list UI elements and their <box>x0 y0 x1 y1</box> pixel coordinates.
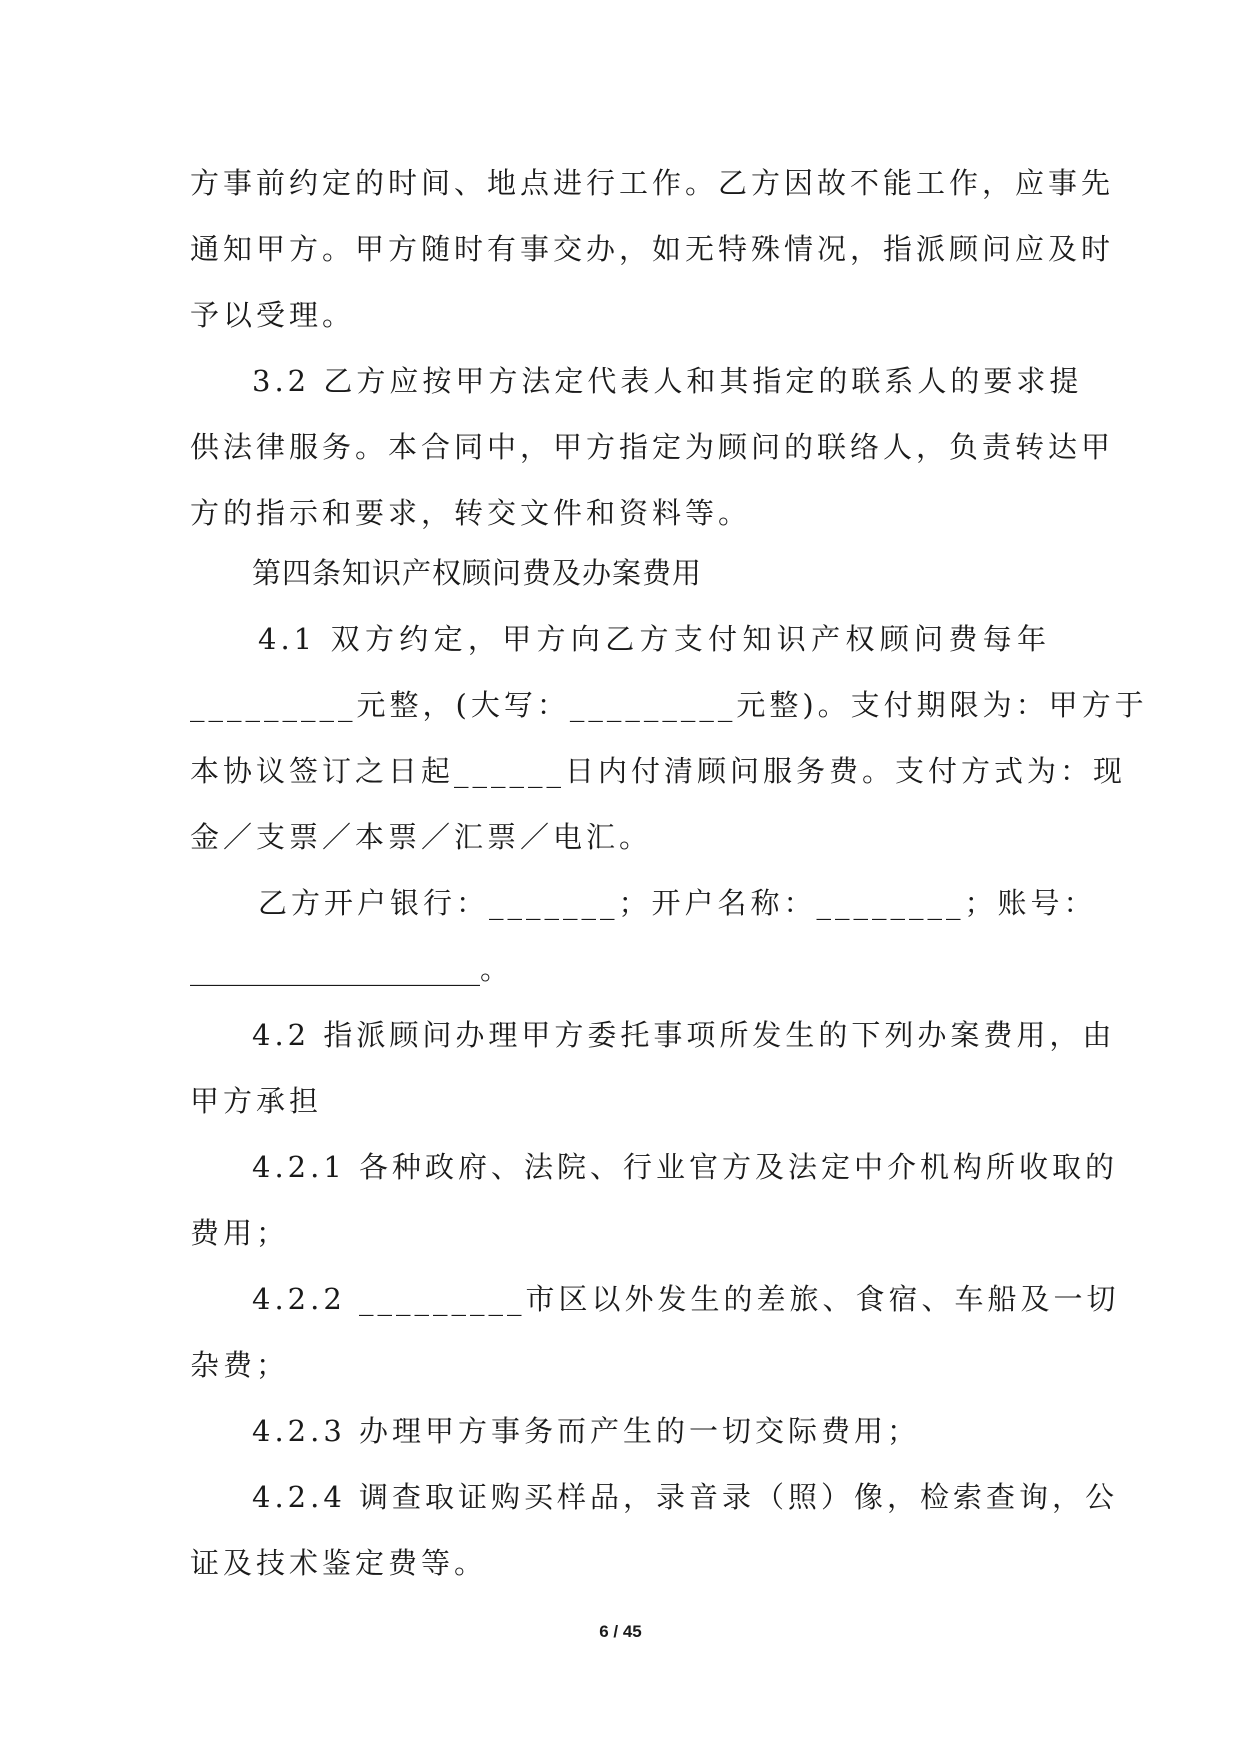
paragraph-line: 3.2 乙方应按甲方法定代表人和其指定的联系人的要求提 <box>252 364 1083 398</box>
paragraph-line: 杂费； <box>190 1348 290 1382</box>
paragraph-line: 本协议签订之日起______日内付清顾问服务费。支付方式为：现 <box>190 754 1127 788</box>
page-number: 6 / 45 <box>599 1622 642 1641</box>
paragraph-line: 4.1 双方约定，甲方向乙方支付知识产权顾问费每年 <box>258 622 1050 656</box>
paragraph-line: 4.2 指派顾问办理甲方委托事项所发生的下列办案费用，由 <box>252 1018 1116 1052</box>
paragraph-line: _________元整，(大写：_________元整)。支付期限为：甲方于 <box>190 688 1148 722</box>
paragraph-line: 予以受理。 <box>190 298 356 332</box>
paragraph-line: 供法律服务。本合同中，甲方指定为顾问的联络人，负责转达甲 <box>190 430 1115 464</box>
section-heading: 第四条知识产权顾问费及办案费用 <box>252 556 703 590</box>
paragraph-line: 甲方承担 <box>190 1084 323 1118</box>
paragraph-line: 金／支票／本票／汇票／电汇。 <box>190 820 653 854</box>
paragraph-line: 4.2.2 _________市区以外发生的差旅、食宿、车船及一切 <box>252 1282 1120 1316</box>
paragraph-line: 通知甲方。甲方随时有事交办，如无特殊情况，指派顾问应及时 <box>190 232 1115 266</box>
paragraph-line: 方的指示和要求，转交文件和资料等。 <box>190 496 752 530</box>
paragraph-line: 乙方开户银行：_______；开户名称：________；账号： <box>258 886 1097 920</box>
paragraph-line: 4.2.3 办理甲方事务而产生的一切交际费用； <box>252 1414 921 1448</box>
paragraph-line: 费用； <box>190 1216 290 1250</box>
paragraph-line: 证及技术鉴定费等。 <box>190 1546 488 1580</box>
paragraph-line: 4.2.4 调查取证购买样品，录音录（照）像，检索查询，公 <box>252 1480 1119 1514</box>
paragraph-line: 方事前约定的时间、地点进行工作。乙方因故不能工作，应事先 <box>190 166 1115 200</box>
paragraph-line: 4.2.1 各种政府、法院、行业官方及法定中介机构所收取的 <box>252 1150 1119 1184</box>
paragraph-line: ____________________。 <box>190 952 510 986</box>
